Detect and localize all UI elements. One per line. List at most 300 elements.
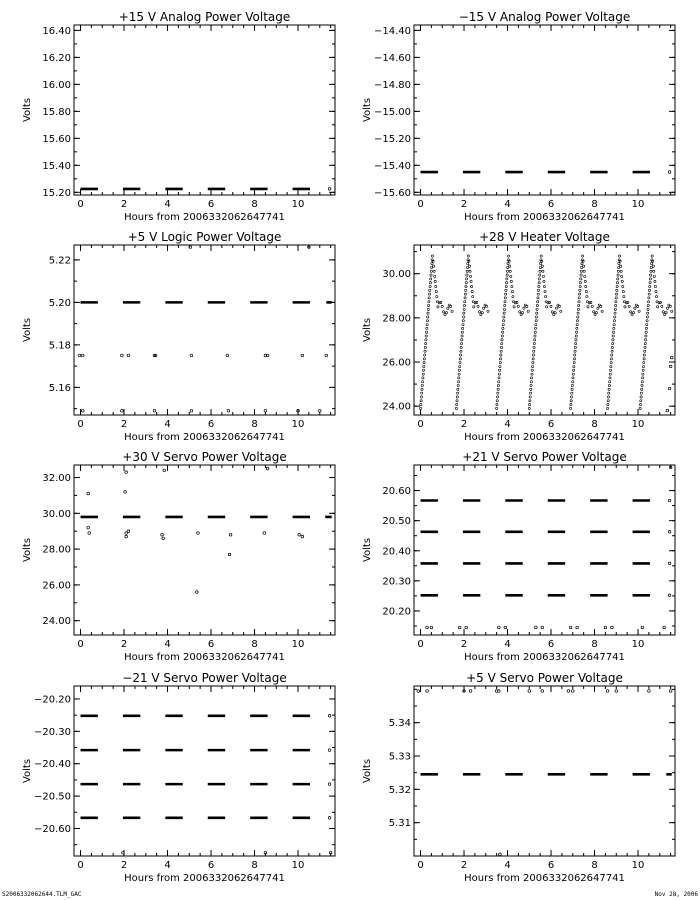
data-point bbox=[535, 323, 537, 325]
x-tick-label: 8 bbox=[251, 639, 258, 650]
y-axis-label: Volts bbox=[362, 97, 373, 123]
data-point bbox=[615, 304, 617, 306]
data-point bbox=[647, 304, 649, 306]
data-point bbox=[427, 316, 429, 318]
x-tick-label: 0 bbox=[77, 199, 84, 210]
data-point bbox=[422, 377, 424, 379]
data-point bbox=[470, 280, 472, 282]
y-tick-label: −15.00 bbox=[373, 106, 411, 118]
data-point bbox=[503, 316, 505, 318]
data-point bbox=[229, 533, 232, 536]
data-point bbox=[456, 396, 458, 398]
data-point bbox=[668, 530, 671, 533]
data-point bbox=[423, 358, 425, 360]
data-point bbox=[503, 312, 505, 314]
data-point bbox=[433, 270, 435, 272]
y-tick-label: 20.50 bbox=[382, 516, 411, 528]
data-point bbox=[463, 304, 465, 306]
data-point bbox=[190, 354, 193, 357]
x-tick-label: 6 bbox=[207, 639, 215, 650]
data-point bbox=[328, 714, 331, 717]
y-axis-label: Volts bbox=[362, 317, 373, 343]
x-tick-label: 8 bbox=[251, 419, 258, 430]
data-point bbox=[536, 312, 538, 314]
data-point bbox=[499, 369, 501, 371]
data-point bbox=[435, 290, 437, 292]
data-point bbox=[328, 816, 331, 819]
data-point bbox=[434, 275, 436, 277]
data-point bbox=[647, 301, 649, 303]
data-point bbox=[570, 396, 572, 398]
data-point bbox=[466, 274, 468, 276]
data-point bbox=[227, 409, 230, 412]
data-point bbox=[579, 282, 581, 284]
data-point bbox=[531, 373, 533, 375]
data-point bbox=[497, 388, 499, 390]
y-tick-label: −15.60 bbox=[373, 187, 411, 199]
data-point bbox=[606, 690, 609, 693]
data-point bbox=[627, 301, 629, 303]
data-point bbox=[649, 282, 651, 284]
data-point bbox=[607, 400, 609, 402]
chart-panel bbox=[362, 671, 675, 884]
chart-title: −15 V Analog Power Voltage bbox=[458, 10, 631, 24]
data-point bbox=[662, 311, 664, 313]
chart-title: +5 V Logic Power Voltage bbox=[127, 230, 282, 244]
data-point bbox=[462, 316, 464, 318]
y-tick-label: −14.40 bbox=[373, 25, 411, 37]
data-point bbox=[571, 388, 573, 390]
data-point bbox=[534, 327, 536, 329]
data-point bbox=[580, 274, 582, 276]
x-tick-label: 4 bbox=[504, 199, 511, 210]
data-point bbox=[666, 409, 669, 412]
data-point bbox=[634, 307, 636, 309]
data-point bbox=[427, 308, 429, 310]
data-point bbox=[447, 307, 449, 309]
y-tick-label: 32.00 bbox=[42, 473, 71, 485]
x-tick-label: 6 bbox=[547, 860, 555, 871]
y-tick-label: 24.00 bbox=[42, 616, 71, 628]
data-point bbox=[648, 690, 651, 693]
x-tick-label: 8 bbox=[591, 639, 598, 650]
data-point bbox=[421, 388, 423, 390]
data-point bbox=[458, 626, 461, 629]
data-point bbox=[643, 358, 645, 360]
y-axis-label: Volts bbox=[22, 537, 33, 563]
data-point bbox=[473, 306, 475, 308]
data-point bbox=[655, 290, 657, 292]
x-tick-label: 2 bbox=[460, 419, 468, 430]
data-point bbox=[533, 343, 535, 345]
data-point bbox=[420, 403, 422, 405]
data-point bbox=[462, 323, 464, 325]
data-point bbox=[544, 290, 546, 292]
data-point bbox=[507, 263, 509, 265]
data-point bbox=[535, 316, 537, 318]
data-point bbox=[500, 354, 502, 356]
data-point bbox=[649, 278, 651, 280]
data-point bbox=[617, 274, 619, 276]
x-tick-label: 8 bbox=[251, 199, 258, 210]
data-point bbox=[668, 594, 671, 597]
data-point bbox=[426, 327, 428, 329]
data-point bbox=[460, 350, 462, 352]
data-point bbox=[661, 305, 663, 307]
data-point bbox=[572, 373, 574, 375]
data-point bbox=[127, 530, 130, 533]
data-point bbox=[421, 392, 423, 394]
data-point bbox=[620, 270, 622, 272]
chart-panel bbox=[362, 450, 675, 663]
data-point bbox=[496, 400, 498, 402]
data-point bbox=[579, 289, 581, 291]
data-point bbox=[608, 392, 610, 394]
data-point bbox=[535, 626, 538, 629]
y-tick-label: 5.32 bbox=[388, 784, 411, 796]
data-point bbox=[529, 392, 531, 394]
data-point bbox=[88, 532, 91, 535]
data-point bbox=[420, 400, 422, 402]
x-axis-label: Hours from 2006332062647741 bbox=[124, 212, 285, 223]
data-point bbox=[652, 265, 654, 267]
data-point bbox=[621, 275, 623, 277]
data-point bbox=[162, 537, 165, 540]
data-point bbox=[540, 255, 542, 257]
data-point bbox=[428, 301, 430, 303]
data-point bbox=[616, 282, 618, 284]
data-point bbox=[431, 263, 433, 265]
data-point bbox=[463, 308, 465, 310]
x-axis-label: Hours from 2006332062647741 bbox=[464, 432, 625, 443]
x-tick-label: 0 bbox=[417, 419, 424, 430]
x-tick-label: 10 bbox=[291, 860, 305, 871]
x-axis-label: Hours from 2006332062647741 bbox=[464, 652, 625, 663]
chart-title: +28 V Heater Voltage bbox=[479, 230, 610, 244]
x-tick-label: 6 bbox=[207, 419, 215, 430]
data-point bbox=[610, 358, 612, 360]
data-point bbox=[124, 491, 127, 494]
data-point bbox=[609, 373, 611, 375]
data-point bbox=[125, 535, 128, 538]
data-point bbox=[541, 626, 544, 629]
data-point bbox=[542, 270, 544, 272]
data-point bbox=[646, 323, 648, 325]
data-point bbox=[528, 690, 531, 693]
data-point bbox=[610, 362, 612, 364]
data-point bbox=[548, 301, 550, 303]
x-tick-label: 2 bbox=[120, 860, 128, 871]
x-tick-label: 8 bbox=[591, 199, 598, 210]
data-point bbox=[644, 346, 646, 348]
y-axis-label: Volts bbox=[362, 537, 373, 563]
data-point bbox=[456, 403, 458, 405]
data-point bbox=[541, 690, 544, 693]
data-point bbox=[425, 335, 427, 337]
data-point bbox=[430, 626, 433, 629]
data-point bbox=[531, 365, 533, 367]
data-point bbox=[573, 358, 575, 360]
data-point bbox=[469, 690, 472, 693]
data-point bbox=[613, 327, 615, 329]
y-tick-label: 16.00 bbox=[42, 79, 71, 91]
x-tick-label: 10 bbox=[291, 639, 305, 650]
data-point bbox=[460, 343, 462, 345]
data-point bbox=[532, 354, 534, 356]
data-point bbox=[451, 310, 453, 312]
data-point bbox=[649, 285, 651, 287]
data-point bbox=[554, 312, 556, 314]
data-point bbox=[641, 381, 643, 383]
data-point bbox=[654, 280, 656, 282]
data-point bbox=[537, 293, 539, 295]
data-point bbox=[628, 305, 630, 307]
data-point bbox=[639, 403, 641, 405]
data-point bbox=[430, 274, 432, 276]
data-point bbox=[422, 373, 424, 375]
data-point bbox=[502, 331, 504, 333]
data-point bbox=[434, 280, 436, 282]
y-tick-label: 5.22 bbox=[48, 255, 71, 267]
data-point bbox=[532, 358, 534, 360]
data-point bbox=[504, 626, 507, 629]
y-tick-label: 5.34 bbox=[388, 718, 411, 730]
x-tick-label: 8 bbox=[591, 419, 598, 430]
data-point bbox=[264, 409, 267, 412]
data-point bbox=[573, 365, 575, 367]
data-point bbox=[477, 305, 479, 307]
data-point bbox=[498, 373, 500, 375]
data-point bbox=[611, 350, 613, 352]
data-point bbox=[497, 392, 499, 394]
data-point bbox=[546, 306, 548, 308]
data-point bbox=[609, 377, 611, 379]
data-point bbox=[571, 690, 574, 693]
data-point bbox=[505, 289, 507, 291]
data-point bbox=[578, 293, 580, 295]
data-point bbox=[577, 316, 579, 318]
data-point bbox=[298, 533, 301, 536]
data-point bbox=[621, 280, 623, 282]
data-point bbox=[458, 369, 460, 371]
data-point bbox=[472, 296, 474, 298]
data-point bbox=[654, 285, 656, 287]
data-point bbox=[429, 285, 431, 287]
data-point bbox=[573, 362, 575, 364]
x-tick-label: 6 bbox=[547, 199, 555, 210]
data-point bbox=[609, 381, 611, 383]
plot-frame bbox=[414, 25, 675, 195]
data-point bbox=[431, 255, 433, 257]
data-point bbox=[87, 526, 90, 529]
data-point bbox=[464, 293, 466, 295]
data-point bbox=[226, 354, 229, 357]
data-point bbox=[530, 381, 532, 383]
data-point bbox=[457, 388, 459, 390]
data-point bbox=[616, 289, 618, 291]
data-point bbox=[632, 312, 634, 314]
y-axis-label: Volts bbox=[362, 758, 373, 784]
data-point bbox=[425, 343, 427, 345]
data-point bbox=[496, 407, 498, 409]
data-point bbox=[640, 396, 642, 398]
data-point bbox=[617, 278, 619, 280]
y-tick-label: 30.00 bbox=[382, 269, 411, 281]
data-point bbox=[653, 270, 655, 272]
data-point bbox=[569, 626, 572, 629]
data-point bbox=[663, 626, 666, 629]
x-tick-label: 4 bbox=[164, 860, 171, 871]
data-point bbox=[496, 403, 498, 405]
data-point bbox=[429, 289, 431, 291]
data-point bbox=[459, 365, 461, 367]
x-tick-label: 0 bbox=[417, 199, 424, 210]
data-point bbox=[528, 407, 530, 409]
data-point bbox=[580, 278, 582, 280]
data-point bbox=[498, 377, 500, 379]
y-axis-label: Volts bbox=[22, 317, 33, 343]
y-axis-label: Volts bbox=[22, 97, 33, 123]
data-point bbox=[125, 471, 128, 474]
data-point bbox=[579, 285, 581, 287]
x-tick-label: 0 bbox=[77, 419, 84, 430]
y-tick-label: −20.20 bbox=[33, 694, 71, 706]
data-point bbox=[616, 285, 618, 287]
data-point bbox=[468, 265, 470, 267]
data-point bbox=[646, 316, 648, 318]
data-point bbox=[457, 384, 459, 386]
data-point bbox=[328, 749, 331, 752]
data-point bbox=[541, 265, 543, 267]
data-point bbox=[538, 282, 540, 284]
data-point bbox=[427, 312, 429, 314]
y-tick-label: 15.80 bbox=[42, 106, 71, 118]
data-point bbox=[467, 255, 469, 257]
data-point bbox=[499, 358, 501, 360]
data-point bbox=[623, 296, 625, 298]
data-point bbox=[624, 306, 626, 308]
data-point bbox=[540, 263, 542, 265]
data-point bbox=[445, 312, 447, 314]
chart-panel bbox=[362, 230, 675, 443]
data-point bbox=[536, 304, 538, 306]
chart-title: +30 V Servo Power Voltage bbox=[122, 450, 287, 464]
data-point bbox=[436, 296, 438, 298]
data-point bbox=[578, 304, 580, 306]
data-point bbox=[613, 320, 615, 322]
data-point bbox=[435, 285, 437, 287]
data-point bbox=[497, 384, 499, 386]
data-point bbox=[574, 350, 576, 352]
data-point bbox=[505, 282, 507, 284]
y-tick-label: −20.50 bbox=[33, 791, 71, 803]
data-point bbox=[586, 296, 588, 298]
data-point bbox=[476, 301, 478, 303]
data-point bbox=[614, 308, 616, 310]
y-tick-label: 20.60 bbox=[382, 486, 411, 498]
y-tick-label: 24.00 bbox=[382, 401, 411, 413]
data-point bbox=[538, 285, 540, 287]
data-point bbox=[509, 270, 511, 272]
data-point bbox=[611, 626, 614, 629]
data-point bbox=[615, 297, 617, 299]
data-point bbox=[325, 354, 328, 357]
data-point bbox=[487, 310, 489, 312]
data-point bbox=[462, 327, 464, 329]
y-tick-label: 16.20 bbox=[42, 52, 71, 64]
x-tick-label: 10 bbox=[631, 860, 645, 871]
data-point bbox=[642, 373, 644, 375]
data-point bbox=[647, 308, 649, 310]
data-point bbox=[478, 311, 480, 313]
data-point bbox=[510, 280, 512, 282]
y-tick-label: −15.20 bbox=[373, 133, 411, 145]
data-point bbox=[458, 373, 460, 375]
data-point bbox=[502, 320, 504, 322]
data-point bbox=[464, 297, 466, 299]
chart-title: −21 V Servo Power Voltage bbox=[122, 671, 287, 685]
data-point bbox=[509, 265, 511, 267]
data-point bbox=[659, 301, 661, 303]
y-tick-label: −20.30 bbox=[33, 726, 71, 738]
x-tick-label: 2 bbox=[460, 639, 468, 650]
data-point bbox=[512, 296, 514, 298]
data-point bbox=[502, 323, 504, 325]
data-point bbox=[533, 346, 535, 348]
data-point bbox=[640, 400, 642, 402]
data-point bbox=[642, 369, 644, 371]
data-point bbox=[648, 297, 650, 299]
y-tick-label: 20.20 bbox=[382, 606, 411, 618]
data-point bbox=[648, 293, 650, 295]
plot-frame bbox=[414, 245, 675, 415]
footer-filename: S2006332062644.TLM_GAC bbox=[2, 891, 82, 898]
x-tick-label: 4 bbox=[504, 860, 511, 871]
y-tick-label: 20.30 bbox=[382, 576, 411, 588]
chart-title: +5 V Servo Power Voltage bbox=[466, 671, 623, 685]
x-tick-label: 8 bbox=[591, 860, 598, 871]
x-tick-label: 10 bbox=[631, 419, 645, 430]
y-tick-label: 5.18 bbox=[48, 340, 71, 352]
data-point bbox=[426, 626, 429, 629]
data-point bbox=[425, 331, 427, 333]
x-axis-label: Hours from 2006332062647741 bbox=[124, 873, 285, 884]
plot-frame bbox=[74, 245, 335, 415]
data-point bbox=[575, 335, 577, 337]
data-point bbox=[572, 377, 574, 379]
data-point bbox=[460, 346, 462, 348]
data-point bbox=[420, 396, 422, 398]
data-point bbox=[504, 301, 506, 303]
data-point bbox=[81, 354, 84, 357]
data-point bbox=[620, 265, 622, 267]
data-point bbox=[648, 289, 650, 291]
data-point bbox=[523, 307, 525, 309]
data-point bbox=[535, 320, 537, 322]
data-point bbox=[425, 339, 427, 341]
x-tick-label: 6 bbox=[207, 199, 215, 210]
data-point bbox=[534, 339, 536, 341]
data-point bbox=[430, 270, 432, 272]
data-point bbox=[530, 388, 532, 390]
data-point bbox=[78, 354, 81, 357]
data-point bbox=[430, 278, 432, 280]
data-point bbox=[647, 312, 649, 314]
data-point bbox=[580, 270, 582, 272]
data-point bbox=[465, 278, 467, 280]
data-point bbox=[617, 270, 619, 272]
data-point bbox=[465, 282, 467, 284]
